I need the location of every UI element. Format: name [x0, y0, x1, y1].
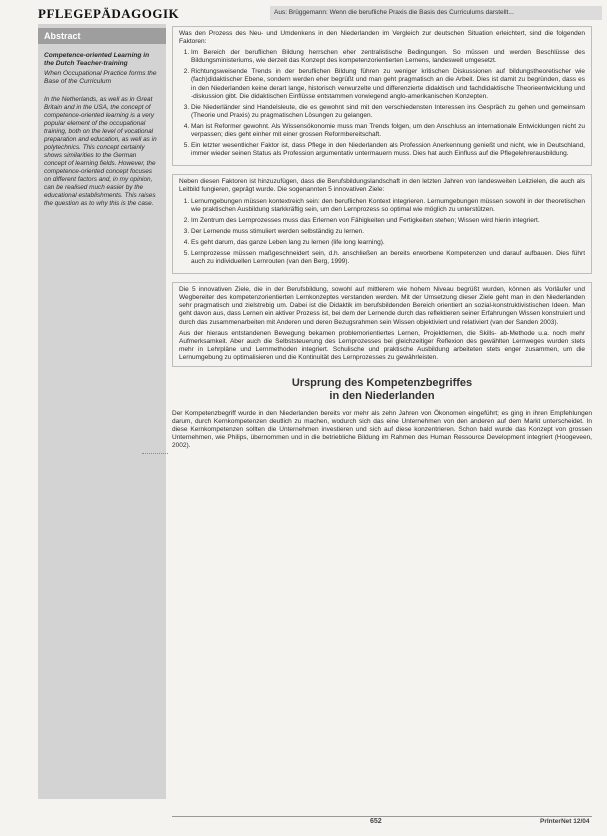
- section-heading-line: in den Niederlanden: [329, 390, 435, 402]
- page-number: 652: [370, 818, 382, 825]
- factors-frame: [172, 26, 592, 166]
- journal-title: PFLEGEPÄDAGOGIK: [38, 6, 180, 21]
- discussion-frame: [172, 282, 592, 367]
- paragraph: Der Kompetenzbegriff wurde in den Niederlanden bereits vor mehr als zehn Jahren von Ökonomen eingeführt; es ging in ihren Empfehlungen darum, durch Kernkompetenzen deutlich zu machen, wodurch sich das eine Unternehmen von den anderen auf dem Markt unterscheidet. In diese Kernkompetenzen sollten die Unternehmen investieren und sich auf diese konzentrieren. Schon bald wurde das Konzept von grossen Unternehmen, wie Philips, übernommen und in die betriebliche Bildung im Rahmen des Human Ressource Development integriert (Hoogeveen, 2002).: [172, 410, 592, 450]
- abstract-heading: Abstract: [38, 28, 166, 44]
- margin-dotted-mark: [142, 453, 168, 455]
- goal-item: 3. Der Lernende muss stimuliert werden selbständig zu lernen.: [191, 228, 585, 236]
- section-heading-line: Ursprung des Kompetenzbegriffes: [291, 377, 473, 389]
- goal-item: 2. Im Zentrum des Lernprozesses muss das Erlernen von Fähigkeiten und Fertigkeiten stehen; Wissen wird hierin integriert.: [191, 217, 585, 225]
- section-heading: [172, 377, 592, 403]
- abstract-subtitle: When Occupational Practice forms the Base of the Curriculum: [44, 70, 157, 85]
- article-body: [172, 26, 592, 450]
- issue-label: PrInterNet 12/04: [540, 818, 590, 825]
- paragraph: Die 5 innovativen Ziele, die in der Berufsbildung, sowohl auf mittlerem wie hohem Niveau begrüßt wurden, können als Vorläufer und Wegbereiter des kompetenzorientierten Lernkonzeptes verstanden werden. Mit der Umsetzung dieser Ziele geht man in den Niederlanden sehr pragmatisch und zielstrebig um. Dabei ist die Didaktik im berufsbildenden Bereich orientiert an sozial-konstruktivistischen Ideen. Man geht davon aus, dass Lernen ein aktiver Prozess ist, bei dem der Lernende durch das reflektieren seiner Erfahrungen Wissen konstruiert und durch das zusammenarbeiten mit Anderen und deren Bezugsrahmen sein Wissen objektiviert und relativiert (van der Sanden 2003).: [179, 286, 585, 326]
- factor-item: 3. Die Niederländer sind Handelsleute, die es gewohnt sind mit den verschiedensten Interessen ins Gespräch zu gehen und gemeinsam (Theorie und Praxis) zu pragmatischen Lösungen zu gelangen.: [191, 104, 585, 120]
- abstract-title: Competence-oriented Learning in the Dutch Teacher-training: [44, 52, 150, 67]
- goals-list: [179, 198, 585, 267]
- factor-item: 2. Richtungsweisende Trends in der beruflichen Bildung führen zu weniger kritischen Diskussionen auf bildungstheoretischer wie (fach)didaktischer Ebene, sondern werden eher begrüßt und man geht pragmatisch an die Arbeit. Dies ist damit zu begründen, dass es in den Niederlanden keine derart lange, historisch verwurzelte und differenzierte didaktisch und fachdidaktische Theorieentwicklung und -diskussion gibt. Die didaktischen Einflüsse entstammen vorwiegend anglo-amerikanischen Konzepten.: [191, 68, 585, 100]
- factors-list: [179, 49, 585, 158]
- factor-item: 4. Man ist Reformer gewohnt. Als Wissensökonomie muss man Trends folgen, um den Anschluss an internationale Entwicklungen nicht zu verpassen; dies geht einher mit einer grossen Reformbereitschaft.: [191, 123, 585, 139]
- factors-intro: Was den Prozess des Neu- und Umdenkens in den Niederlanden im Vergleich zur deutschen Situation erleichtert, sind die folgenden Faktoren:: [179, 30, 585, 46]
- goals-intro: Neben diesen Faktoren ist hinzuzufügen, dass die Berufsbildungslandschaft in den letzten Jahren von landesweiten Leitzielen, die auch als Leitbild fungieren, geprägt wurde. Die sogenannten 5 innovativen Ziele:: [179, 178, 585, 194]
- footer-rule: [172, 816, 592, 817]
- abstract-sidebar: [38, 24, 166, 799]
- factor-item: 1. Im Bereich der beruflichen Bildung herrschen eher zentralistische Bedingungen. So müssen und werden Beschlüsse des Bildungsministeriums, wie derzeit das Konzept des kompetenzorientierten Lernens, landesweit umgesetzt.: [191, 49, 585, 65]
- goal-item: 4. Es geht darum, das ganze Leben lang zu lernen (life long learning).: [191, 239, 585, 247]
- goals-frame: [172, 174, 592, 274]
- goal-item: 1. Lernumgebungen müssen kontextreich sein: den beruflichen Kontext integrieren. Lernumgebungen müssen sowohl in der theoretischen wie praktischen Ausbildung starkkräftig sein, um den Lernprozess so optimal wie möglich zu unterstützen.: [191, 198, 585, 214]
- goal-item: 5. Lernprozesse müssen maßgeschneidert sein, d.h. anschließen an bereits erworbene Kompetenzen und darauf aufbauen. Dies führt auch zu individuellen Lernrouten (van den Berg, 1999).: [191, 250, 585, 266]
- abstract-body: In the Netherlands, as well as in Great Britain and in the USA, the concept of competence-oriented learning is a very popular element of the occupational training, both on the level of vocational preparation and education, as well as in polytechnics. This concept certainly shows similarities to the German concept of learning fields. However, the competence-oriented concept focuses on different factors and, in my opinion, can be realised much easier by the educational establishments. This raises the question as to why this is the case.: [44, 96, 157, 207]
- paragraph: Aus der hieraus entstandenen Bewegung bekamen problemorientiertes Lernen, Projektlernen, die Skills- ab-Methode u.a. noch mehr Aufmerksamkeit. Aber auch die Selbststeuerung des Lernprozesses bei gleichzeitiger Reflexion des gewählten Lernweges wurden stets mehr in Lehrpläne und Lernmethoden integriert. Schulische und praktische Ausbildung arbeiteten stets enger zusammen, um die Lernumgebung zu optimalisieren und die Kontinuität des Lernprozesses zu gewährleisten.: [179, 329, 585, 361]
- factor-item: 5. Ein letzter wesentlicher Faktor ist, dass Pflege in den Niederlanden als Profession Anerkennung genießt und nicht, wie in Deutschland, immer wieder seinen Status als Profession argumentativ untermauern muss. Dies hat auch Einfluss auf die Pflegelehrerausbildung.: [191, 142, 585, 158]
- running-head: Aus: Brüggemann: Wenn die berufliche Praxis die Basis des Curriculums darstellt...: [270, 6, 602, 20]
